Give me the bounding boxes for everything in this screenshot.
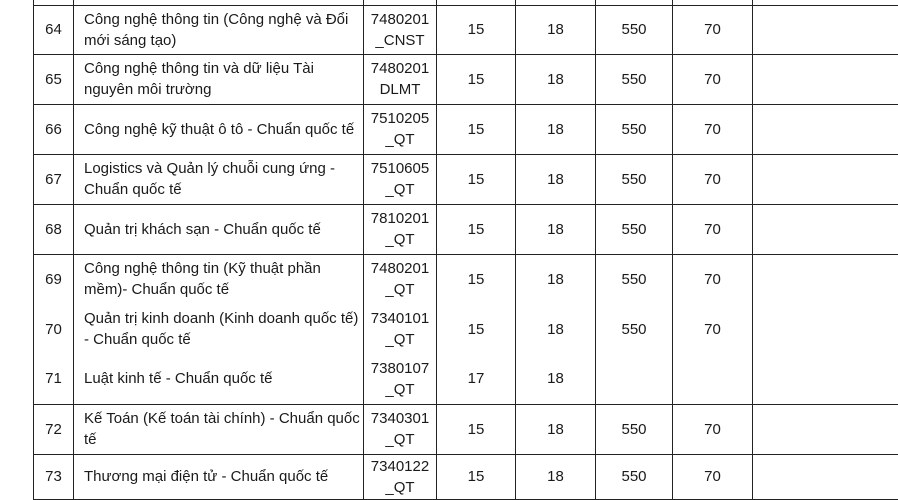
score-col-3: 550 — [596, 154, 673, 204]
note-cell — [753, 54, 898, 104]
score-col-1: 15 — [437, 404, 516, 454]
program-name: Công nghệ kỹ thuật ô tô - Chuẩn quốc tế — [74, 104, 364, 154]
row-number: 73 — [34, 454, 74, 499]
score-col-2: 18 — [516, 354, 596, 404]
program-name: Quản trị khách sạn - Chuẩn quốc tế — [74, 204, 364, 254]
note-cell — [753, 304, 898, 354]
note-cell — [753, 404, 898, 454]
program-code: 7340101 _QT — [364, 304, 437, 354]
note-cell — [753, 254, 898, 304]
program-name: Công nghệ thông tin (Kỹ thuật phần mềm)- Chuẩn quốc tế — [74, 254, 364, 304]
score-col-4: 70 — [673, 54, 753, 104]
program-name: Kế Toán (Kế toán tài chính) - Chuẩn quốc tế — [74, 404, 364, 454]
row-number: 66 — [34, 104, 74, 154]
score-col-2: 18 — [516, 404, 596, 454]
score-col-1: 15 — [437, 154, 516, 204]
row-number: 71 — [34, 354, 74, 404]
note-cell — [753, 5, 898, 54]
table-row — [34, 254, 898, 304]
score-col-1: 15 — [437, 254, 516, 304]
program-code: 7510605 _QT — [364, 154, 437, 204]
program-code: 7480201 DLMT — [364, 54, 437, 104]
score-col-4: 70 — [673, 254, 753, 304]
score-col-4: 70 — [673, 5, 753, 54]
note-cell — [753, 454, 898, 499]
program-code: 7380107 _QT — [364, 354, 437, 404]
program-name: Công nghệ thông tin và dữ liệu Tài nguyên môi trường — [74, 54, 364, 104]
row-number: 64 — [34, 5, 74, 54]
score-col-4: 70 — [673, 304, 753, 354]
table-row — [34, 5, 898, 54]
score-col-3: 550 — [596, 454, 673, 499]
table-row — [34, 354, 898, 404]
program-code: 7810201 _QT — [364, 204, 437, 254]
score-col-4: 70 — [673, 204, 753, 254]
score-col-3: 550 — [596, 104, 673, 154]
program-code: 7480201 _CNST — [364, 5, 437, 54]
score-col-2: 18 — [516, 104, 596, 154]
score-col-1: 15 — [437, 104, 516, 154]
score-col-1: 15 — [437, 304, 516, 354]
score-col-3: 550 — [596, 204, 673, 254]
program-code: 7340122 _QT — [364, 454, 437, 499]
score-col-2: 18 — [516, 254, 596, 304]
score-col-2: 18 — [516, 204, 596, 254]
score-col-3: 550 — [596, 54, 673, 104]
score-col-2: 18 — [516, 154, 596, 204]
score-col-1: 15 — [437, 204, 516, 254]
note-cell — [753, 354, 898, 404]
score-col-3: 550 — [596, 254, 673, 304]
program-name: Thương mại điện tử - Chuẩn quốc tế — [74, 454, 364, 499]
table-row — [34, 54, 898, 104]
score-col-1: 15 — [437, 5, 516, 54]
table-row — [34, 104, 898, 154]
score-col-4 — [673, 354, 753, 404]
score-col-4: 70 — [673, 104, 753, 154]
row-number: 68 — [34, 204, 74, 254]
table-row — [34, 204, 898, 254]
program-name: Công nghệ thông tin (Công nghệ và Đổi mới sáng tạo) — [74, 5, 364, 54]
program-name: Quản trị kinh doanh (Kinh doanh quốc tế) - Chuẩn quốc tế — [74, 304, 364, 354]
score-col-1: 17 — [437, 354, 516, 404]
score-col-2: 18 — [516, 454, 596, 499]
score-col-3 — [596, 354, 673, 404]
table-row — [34, 304, 898, 354]
note-cell — [753, 154, 898, 204]
row-number: 65 — [34, 54, 74, 104]
score-col-4: 70 — [673, 454, 753, 499]
admission-table — [33, 0, 898, 500]
score-col-2: 18 — [516, 54, 596, 104]
score-col-2: 18 — [516, 5, 596, 54]
score-col-4: 70 — [673, 404, 753, 454]
program-code: 7480201 _QT — [364, 254, 437, 304]
row-number: 72 — [34, 404, 74, 454]
table-row — [34, 404, 898, 454]
score-col-1: 15 — [437, 54, 516, 104]
table-row — [34, 154, 898, 204]
table-row — [34, 454, 898, 499]
program-code: 7340301 _QT — [364, 404, 437, 454]
program-name: Luật kinh tế - Chuẩn quốc tế — [74, 354, 364, 404]
score-col-1: 15 — [437, 454, 516, 499]
program-name: Logistics và Quản lý chuỗi cung ứng - Chuẩn quốc tế — [74, 154, 364, 204]
note-cell — [753, 104, 898, 154]
program-code: 7510205 _QT — [364, 104, 437, 154]
row-number: 69 — [34, 254, 74, 304]
row-number: 70 — [34, 304, 74, 354]
score-col-3: 550 — [596, 304, 673, 354]
score-col-4: 70 — [673, 154, 753, 204]
score-col-3: 550 — [596, 5, 673, 54]
note-cell — [753, 204, 898, 254]
score-col-2: 18 — [516, 304, 596, 354]
row-number: 67 — [34, 154, 74, 204]
score-col-3: 550 — [596, 404, 673, 454]
